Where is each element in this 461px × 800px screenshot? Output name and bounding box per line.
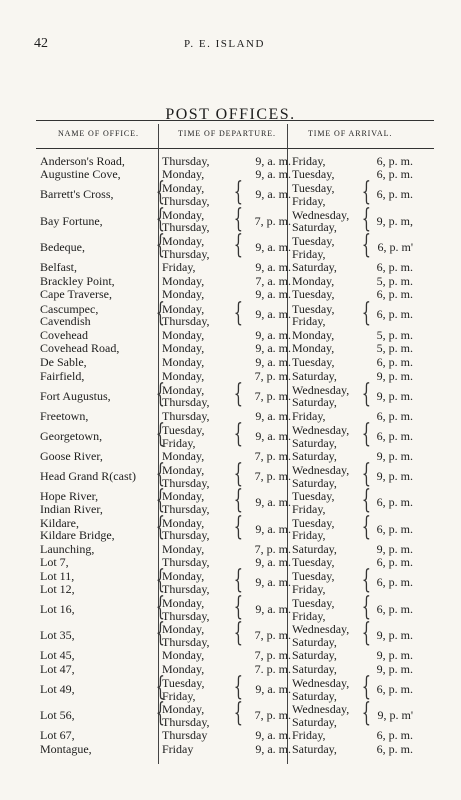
arrival-day: Monday, bbox=[292, 273, 335, 288]
office-name: Lot 16, bbox=[40, 601, 75, 616]
departure-time: 7, p. m. bbox=[254, 541, 291, 556]
brace-icon: { bbox=[155, 417, 166, 449]
departure-time: 9, a. m. bbox=[255, 495, 291, 510]
departure-time: 9, a. m. bbox=[255, 521, 291, 536]
departure-time: 9, a. m. bbox=[255, 555, 291, 570]
departure-time: 7, p. m. bbox=[254, 388, 291, 403]
departure-day: Monday, bbox=[162, 207, 205, 222]
departure-time: 7, p. m. bbox=[254, 648, 291, 663]
arrival-time: 9, p. m. bbox=[376, 448, 413, 463]
brace-icon: { bbox=[361, 377, 372, 409]
arrival-time: 9, p. m, bbox=[376, 213, 413, 228]
departure-time: 9, a. m. bbox=[255, 681, 291, 696]
departure-day: Monday, bbox=[162, 382, 205, 397]
page-header bbox=[34, 36, 441, 52]
brace-icon: { bbox=[233, 417, 244, 449]
departure-day: Tuesday, bbox=[162, 422, 205, 437]
arrival-time: 5, p. m. bbox=[376, 273, 413, 288]
arrival-day: Tuesday, bbox=[292, 181, 335, 196]
arrival-time: 6, p. m' bbox=[377, 240, 413, 254]
departure-day: Monday, bbox=[162, 661, 205, 676]
arrival-day: Wednesday, bbox=[292, 702, 350, 717]
arrival-time: 6, p. m. bbox=[376, 287, 413, 302]
section-title: POST OFFICES. bbox=[165, 106, 296, 123]
departure-time: 9, a. m. bbox=[255, 307, 291, 322]
arrival-day: Tuesday, bbox=[292, 234, 335, 249]
departure-day: Thursday, bbox=[162, 395, 210, 410]
arrival-day: Wednesday, bbox=[292, 462, 350, 477]
departure-day: Monday, bbox=[162, 301, 205, 316]
departure-time: 9, a. m. bbox=[255, 408, 291, 423]
table-row bbox=[36, 229, 434, 261]
arrival-time: 6, p. m. bbox=[376, 681, 413, 696]
arrival-day: Tuesday, bbox=[292, 489, 335, 504]
table-row bbox=[36, 417, 434, 450]
departure-day: Monday, bbox=[162, 354, 205, 369]
office-name: Belfast, bbox=[40, 260, 77, 275]
office-name: Bedeque, bbox=[40, 240, 85, 254]
arrival-day: Saturday, bbox=[292, 648, 337, 663]
departure-day: Thursday, bbox=[162, 715, 210, 730]
arrival-day: Friday, bbox=[292, 194, 326, 209]
arrival-day: Friday, bbox=[292, 528, 326, 543]
arrival-time: 9, p. m. bbox=[376, 388, 413, 403]
departure-time: 7, p. m. bbox=[254, 628, 291, 643]
arrival-time: 6, p. m. bbox=[376, 575, 413, 590]
arrival-day: Saturday, bbox=[292, 368, 337, 383]
brace-icon: { bbox=[155, 617, 166, 649]
departure-time: 9, a. m. bbox=[255, 728, 291, 743]
arrival-day: Friday, bbox=[292, 501, 326, 516]
arrival-day: Tuesday, bbox=[292, 354, 335, 369]
column-header-arrival: TIME OF ARRIVAL. bbox=[308, 129, 393, 138]
office-name: Lot 7, bbox=[40, 555, 69, 570]
office-name: Cape Traverse, bbox=[40, 287, 112, 302]
arrival-day: Friday, bbox=[292, 408, 326, 423]
office-name: Fairfield, bbox=[40, 368, 85, 383]
office-name: Montague, bbox=[40, 741, 92, 756]
departure-time: 9, a. m. bbox=[255, 341, 291, 356]
table-row bbox=[36, 742, 434, 756]
office-name: Anderson's Road, bbox=[40, 153, 125, 168]
departure-time: 9, a. m. bbox=[255, 153, 291, 168]
departure-day: Monday, bbox=[162, 287, 205, 302]
brace-icon: { bbox=[233, 296, 244, 328]
table-row bbox=[36, 377, 434, 410]
brace-icon: { bbox=[233, 510, 244, 542]
office-name: Lot 12, bbox=[40, 582, 75, 597]
departure-time: 9, a. m. bbox=[255, 575, 291, 590]
arrival-day: Saturday, bbox=[292, 260, 337, 275]
arrival-day: Tuesday, bbox=[292, 555, 335, 570]
arrival-time: 6, p. m. bbox=[376, 728, 413, 743]
departure-time: 9, a. m. bbox=[255, 601, 291, 616]
departure-time: 9, a. m. bbox=[255, 187, 291, 202]
table-row bbox=[36, 328, 434, 342]
column-header-name: NAME OF OFFICE. bbox=[58, 129, 139, 138]
arrival-day: Saturday, bbox=[292, 435, 337, 450]
arrival-day: Saturday, bbox=[292, 741, 337, 756]
arrival-day: Saturday, bbox=[292, 541, 337, 556]
brace-icon: { bbox=[361, 564, 372, 596]
arrival-time: 6, p. m. bbox=[376, 354, 413, 369]
brace-icon: { bbox=[233, 229, 244, 261]
arrival-time: 9, p. m' bbox=[377, 708, 413, 723]
table-row bbox=[36, 617, 434, 649]
departure-day: Monday, bbox=[162, 595, 205, 610]
arrival-day: Friday, bbox=[292, 582, 326, 597]
departure-day: Thursday, bbox=[162, 555, 210, 570]
departure-time: 9, a. m. bbox=[255, 741, 291, 756]
brace-icon: { bbox=[233, 564, 244, 596]
departure-day: Monday, bbox=[162, 167, 205, 182]
brace-icon: { bbox=[155, 564, 166, 596]
departure-time: 9, a. m. bbox=[255, 428, 291, 443]
departure-day: Thursday, bbox=[162, 475, 210, 490]
brace-icon: { bbox=[361, 484, 372, 516]
departure-time: 9, a. m. bbox=[255, 240, 291, 254]
departure-day: Thursday, bbox=[162, 608, 210, 623]
brace-icon: { bbox=[361, 296, 372, 328]
arrival-day: Saturday, bbox=[292, 220, 337, 235]
brace-icon: { bbox=[233, 176, 244, 208]
office-name: Lot 67, bbox=[40, 728, 75, 743]
arrival-time: 6, p. m. bbox=[376, 167, 413, 182]
arrival-day: Wednesday, bbox=[292, 676, 350, 690]
departure-day: Thursday, bbox=[162, 246, 210, 261]
arrival-day: Friday, bbox=[292, 608, 326, 623]
brace-icon: { bbox=[361, 671, 372, 702]
arrival-day: Monday, bbox=[292, 327, 335, 342]
arrival-time: 6, p. m. bbox=[376, 260, 413, 275]
departure-time: 9, a. m. bbox=[255, 354, 291, 369]
office-name: Augustine Cove, bbox=[40, 167, 121, 182]
brace-icon: { bbox=[361, 417, 372, 449]
office-name: Covehead bbox=[40, 327, 88, 342]
table-row bbox=[36, 342, 434, 356]
brace-icon: { bbox=[233, 202, 244, 234]
departure-day: Monday, bbox=[162, 541, 205, 556]
arrival-time: 9, p. m. bbox=[376, 628, 413, 643]
arrival-time: 9, p. m. bbox=[376, 648, 413, 663]
table-row bbox=[36, 296, 434, 329]
arrival-time: 5, p. m. bbox=[376, 327, 413, 342]
departure-day: Thursday, bbox=[162, 314, 210, 329]
brace-icon: { bbox=[233, 590, 244, 622]
office-name: Goose River, bbox=[40, 448, 103, 463]
departure-day: Monday, bbox=[162, 181, 205, 196]
departure-day: Thursday, bbox=[162, 220, 210, 235]
arrival-day: Tuesday, bbox=[292, 301, 335, 316]
arrival-day: Saturday, bbox=[292, 715, 337, 730]
arrival-time: 9, p. m. bbox=[376, 541, 413, 556]
office-name: Lot 45, bbox=[40, 648, 75, 663]
table-row bbox=[36, 697, 434, 730]
departure-day: Thursday, bbox=[162, 153, 210, 168]
arrival-day: Tuesday, bbox=[292, 515, 335, 530]
arrival-time: 6, p. m. bbox=[376, 428, 413, 443]
arrival-day: Saturday, bbox=[292, 475, 337, 490]
office-name: Georgetown, bbox=[40, 428, 103, 443]
office-name: Brackley Point, bbox=[40, 273, 115, 288]
departure-day: Thursday, bbox=[162, 582, 210, 597]
brace-icon: { bbox=[155, 671, 166, 702]
brace-icon: { bbox=[361, 229, 372, 261]
arrival-time: 6, p. m. bbox=[376, 601, 413, 616]
column-header-departure: TIME OF DEPARTURE. bbox=[178, 129, 276, 138]
departure-day: Monday, bbox=[162, 489, 205, 504]
arrival-time: 6, p. m. bbox=[376, 307, 413, 322]
office-name: De Sable, bbox=[40, 354, 87, 369]
departure-day: Monday, bbox=[162, 448, 205, 463]
arrival-time: 5, p. m. bbox=[376, 341, 413, 356]
arrival-day: Tuesday, bbox=[292, 287, 335, 302]
arrival-day: Tuesday, bbox=[292, 167, 335, 182]
arrival-day: Saturday, bbox=[292, 448, 337, 463]
table-body bbox=[36, 154, 434, 756]
departure-day: Thursday, bbox=[162, 528, 210, 543]
brace-icon: { bbox=[361, 697, 372, 729]
arrival-day: Wednesday, bbox=[292, 207, 350, 222]
departure-time: 7, p. m. bbox=[254, 448, 291, 463]
arrival-time: 9, p. m. bbox=[376, 661, 413, 676]
departure-day: Thursday bbox=[162, 728, 208, 743]
office-name: Hope River, bbox=[40, 489, 99, 504]
departure-day: Monday, bbox=[162, 462, 205, 477]
office-name: Lot 56, bbox=[40, 708, 75, 723]
office-name: Head Grand R(cast) bbox=[40, 468, 136, 483]
table-row bbox=[36, 261, 434, 275]
arrival-time: 9, p. m. bbox=[376, 468, 413, 483]
arrival-time: 6, p. m. bbox=[376, 495, 413, 510]
office-name: Kildare Bridge, bbox=[40, 528, 115, 543]
office-name: Indian River, bbox=[40, 501, 103, 516]
departure-day: Monday, bbox=[162, 273, 205, 288]
brace-icon: { bbox=[233, 377, 244, 409]
brace-icon: { bbox=[233, 617, 244, 649]
page-number: 42 bbox=[34, 36, 48, 51]
arrival-day: Saturday, bbox=[292, 661, 337, 676]
brace-icon: { bbox=[361, 510, 372, 542]
office-name: Fort Augustus, bbox=[40, 388, 111, 403]
brace-icon: { bbox=[361, 457, 372, 489]
arrival-day: Friday, bbox=[292, 314, 326, 329]
arrival-time: 6, p. m. bbox=[376, 153, 413, 168]
table-row bbox=[36, 274, 434, 288]
brace-icon: { bbox=[361, 617, 372, 649]
departure-day: Monday, bbox=[162, 702, 205, 717]
brace-icon: { bbox=[155, 176, 166, 208]
departure-time: 9, a. m. bbox=[255, 167, 291, 182]
office-name: Cascumpec, bbox=[40, 301, 99, 316]
arrival-day: Monday, bbox=[292, 341, 335, 356]
arrival-day: Friday, bbox=[292, 728, 326, 743]
table-row bbox=[36, 510, 434, 543]
arrival-day: Wednesday, bbox=[292, 622, 350, 637]
departure-day: Thursday, bbox=[162, 634, 210, 649]
departure-day: Tuesday, bbox=[162, 676, 205, 690]
office-name: Bay Fortune, bbox=[40, 213, 103, 228]
arrival-day: Friday, bbox=[292, 246, 326, 261]
departure-time: 7, p. m. bbox=[254, 708, 291, 723]
running-head: P. E. ISLAND bbox=[184, 38, 265, 50]
arrival-day: Saturday, bbox=[292, 688, 337, 703]
arrival-time: 6, p. m. bbox=[376, 741, 413, 756]
brace-icon: { bbox=[155, 229, 166, 261]
arrival-day: Saturday, bbox=[292, 634, 337, 649]
departure-day: Monday, bbox=[162, 368, 205, 383]
arrival-time: 9, p. m. bbox=[376, 368, 413, 383]
table-row bbox=[36, 542, 434, 556]
arrival-day: Friday, bbox=[292, 153, 326, 168]
departure-day: Thursday, bbox=[162, 194, 210, 209]
office-name: Kildare, bbox=[40, 515, 79, 530]
departure-day: Monday, bbox=[162, 622, 205, 637]
brace-icon: { bbox=[361, 176, 372, 208]
office-name: Lot 49, bbox=[40, 681, 75, 696]
arrival-day: Wednesday, bbox=[292, 382, 350, 397]
arrival-time: 6, p. m. bbox=[376, 521, 413, 536]
brace-icon: { bbox=[155, 510, 166, 542]
brace-icon: { bbox=[233, 457, 244, 489]
table-header-rule bbox=[36, 148, 434, 149]
departure-day: Friday, bbox=[162, 435, 196, 450]
departure-day: Thursday, bbox=[162, 501, 210, 516]
brace-icon: { bbox=[155, 377, 166, 409]
arrival-time: 6, p. m. bbox=[376, 555, 413, 570]
departure-day: Monday, bbox=[162, 515, 205, 530]
table-row bbox=[36, 649, 434, 663]
office-name: Covehead Road, bbox=[40, 341, 120, 356]
arrival-day: Tuesday, bbox=[292, 595, 335, 610]
office-name: Freetown, bbox=[40, 408, 89, 423]
office-name: Lot 11, bbox=[40, 569, 75, 584]
departure-day: Thursday, bbox=[162, 408, 210, 423]
office-name: Lot 35, bbox=[40, 628, 75, 643]
arrival-day: Tuesday, bbox=[292, 569, 335, 584]
departure-day: Monday, bbox=[162, 569, 205, 584]
departure-day: Monday, bbox=[162, 341, 205, 356]
brace-icon: { bbox=[155, 590, 166, 622]
brace-icon: { bbox=[155, 484, 166, 516]
brace-icon: { bbox=[361, 202, 372, 234]
table-row bbox=[36, 729, 434, 743]
office-name: Barrett's Cross, bbox=[40, 187, 114, 202]
table-row bbox=[36, 355, 434, 369]
departure-day: Monday, bbox=[162, 234, 205, 249]
brace-icon: { bbox=[155, 296, 166, 328]
departure-day: Friday bbox=[162, 741, 194, 756]
departure-time: 9, a. m. bbox=[255, 327, 291, 342]
departure-time: 7, p. m. bbox=[254, 468, 291, 483]
table-row bbox=[36, 154, 434, 168]
arrival-day: Wednesday, bbox=[292, 422, 350, 437]
arrival-day: Saturday, bbox=[292, 395, 337, 410]
departure-time: 7. p. m. bbox=[254, 661, 291, 676]
brace-icon: { bbox=[155, 202, 166, 234]
departure-day: Friday, bbox=[162, 260, 196, 275]
departure-time: 7, p. m. bbox=[254, 213, 291, 228]
arrival-time: 6, p. m. bbox=[376, 408, 413, 423]
office-name: Cavendish bbox=[40, 314, 91, 329]
brace-icon: { bbox=[155, 697, 166, 729]
departure-time: 9, a. m. bbox=[255, 260, 291, 275]
departure-day: Friday, bbox=[162, 688, 196, 703]
brace-icon: { bbox=[361, 590, 372, 622]
departure-time: 7, p. m. bbox=[254, 368, 291, 383]
departure-time: 7, a. m. bbox=[255, 273, 291, 288]
table-top-rule bbox=[36, 120, 434, 121]
departure-day: Monday, bbox=[162, 327, 205, 342]
brace-icon: { bbox=[233, 484, 244, 516]
brace-icon: { bbox=[155, 457, 166, 489]
office-name: Lot 47, bbox=[40, 661, 75, 676]
departure-day: Monday, bbox=[162, 648, 205, 663]
office-name: Launching, bbox=[40, 541, 95, 556]
arrival-time: 6, p. m. bbox=[376, 187, 413, 202]
brace-icon: { bbox=[233, 671, 244, 702]
departure-time: 9, a. m. bbox=[255, 287, 291, 302]
brace-icon: { bbox=[233, 697, 244, 729]
